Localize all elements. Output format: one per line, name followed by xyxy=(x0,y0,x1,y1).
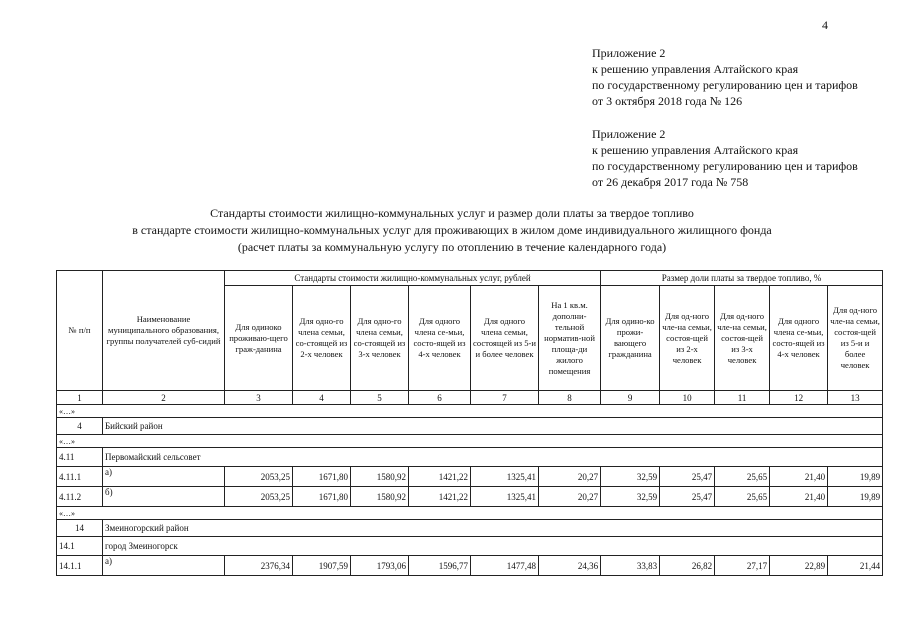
value-cell: 21,40 xyxy=(770,487,828,507)
col-number: 1 xyxy=(57,391,103,405)
ellipsis-mark: «…» xyxy=(57,435,883,448)
row-code: 4.11.1 xyxy=(57,467,103,487)
value-cell: 1580,92 xyxy=(351,487,409,507)
ellipsis-mark: «…» xyxy=(57,405,883,418)
value-cell: 27,17 xyxy=(715,556,770,576)
col-header-per-sqm: На 1 кв.м. дополни-тельной норматив-ной площа-ди жилого помещения xyxy=(539,286,601,391)
appendix-line: по государственному регулированию цен и тарифов xyxy=(592,78,858,92)
col-header-family-5: Для одного члена семьи, состоящей из 5-и и более человек xyxy=(471,286,539,391)
value-cell: 25,47 xyxy=(660,487,715,507)
col-number: 11 xyxy=(715,391,770,405)
col-number: 5 xyxy=(351,391,409,405)
value-cell: 25,47 xyxy=(660,467,715,487)
col-number: 10 xyxy=(660,391,715,405)
col-header-share-single: Для одино-ко прожи-вающего гражданина xyxy=(601,286,660,391)
appendix-line: к решению управления Алтайского края xyxy=(592,143,799,157)
value-cell: 24,36 xyxy=(539,556,601,576)
col-header-single: Для одиноко проживаю-щего граж-данина xyxy=(225,286,293,391)
col-header-family-3: Для одно-го члена семьи, со-стоящей из 3-х человек xyxy=(351,286,409,391)
value-cell: 1477,48 xyxy=(471,556,539,576)
col-header-family-4: Для одного члена се-мьи, состо-ящей из 4-х человек xyxy=(409,286,471,391)
value-cell: 1671,80 xyxy=(293,467,351,487)
row-label: б) xyxy=(103,487,225,507)
col-number: 4 xyxy=(293,391,351,405)
value-cell: 2053,25 xyxy=(225,467,293,487)
col-number: 3 xyxy=(225,391,293,405)
value-cell: 1596,77 xyxy=(409,556,471,576)
settlement-row xyxy=(57,537,883,556)
value-cell: 32,59 xyxy=(601,487,660,507)
title-line: (расчет платы за коммунальную услугу по отоплению в течение календарного года) xyxy=(237,240,667,254)
value-cell: 1421,22 xyxy=(409,487,471,507)
value-cell: 20,27 xyxy=(539,467,601,487)
appendix-line: от 3 октября 2018 года № 126 xyxy=(592,94,743,108)
settlement-row xyxy=(57,448,883,467)
col-header-family-2: Для одно-го члена семьи, со-стоящей из 2-х человек xyxy=(293,286,351,391)
title-line: в стандарте стоимости жилищно-коммунальных услуг для проживающих в жилом доме индивидуального жилищного фонда xyxy=(132,223,772,237)
col-header-name: Наименование муниципального образования, группы получателей суб-сидий xyxy=(103,271,225,391)
col-header-no: № п/п xyxy=(57,271,103,391)
col-header-share-2: Для од-ного чле-на семьи, состоя-щей из 2-х человек xyxy=(660,286,715,391)
value-cell: 1421,22 xyxy=(409,467,471,487)
col-number: 6 xyxy=(409,391,471,405)
table-row xyxy=(57,467,883,487)
value-cell: 19,89 xyxy=(828,467,883,487)
value-cell: 1793,06 xyxy=(351,556,409,576)
district-name: Змеиногорский район xyxy=(103,520,883,537)
column-numbers-row xyxy=(57,391,883,405)
appendix-line: от 26 декабря 2017 года № 758 xyxy=(592,175,749,189)
appendix-line: Приложение 2 xyxy=(592,127,666,141)
col-header-share-5: Для од-ного чле-на семьи, состоя-щей из 5-и и более человек xyxy=(828,286,883,391)
value-cell: 2376,34 xyxy=(225,556,293,576)
col-header-share-4: Для одного члена се-мьи, состо-ящей из 4-х человек xyxy=(770,286,828,391)
col-number: 12 xyxy=(770,391,828,405)
value-cell: 26,82 xyxy=(660,556,715,576)
col-header-share-3: Для од-ного чле-на семьи, состоя-щей из 3-х человек xyxy=(715,286,770,391)
value-cell: 1580,92 xyxy=(351,467,409,487)
row-label: а) xyxy=(103,556,225,576)
appendix-heading-current xyxy=(592,45,858,109)
value-cell: 1325,41 xyxy=(471,487,539,507)
value-cell: 21,40 xyxy=(770,467,828,487)
row-label: а) xyxy=(103,467,225,487)
value-cell: 25,65 xyxy=(715,467,770,487)
settlement-code: 4.11 xyxy=(57,448,103,467)
col-number: 13 xyxy=(828,391,883,405)
value-cell: 25,65 xyxy=(715,487,770,507)
appendix-heading-previous xyxy=(592,126,858,190)
value-cell: 32,59 xyxy=(601,467,660,487)
col-number: 2 xyxy=(103,391,225,405)
ellipsis-row xyxy=(57,507,883,520)
standards-table xyxy=(56,270,883,576)
table-row xyxy=(57,487,883,507)
title-line: Стандарты стоимости жилищно-коммунальных услуг и размер доли платы за твердое топливо xyxy=(210,206,694,220)
row-code: 4.11.2 xyxy=(57,487,103,507)
value-cell: 2053,25 xyxy=(225,487,293,507)
appendix-line: к решению управления Алтайского края xyxy=(592,62,799,76)
table-row xyxy=(57,556,883,576)
appendix-line: Приложение 2 xyxy=(592,46,666,60)
col-number: 9 xyxy=(601,391,660,405)
document-title xyxy=(0,205,904,256)
settlement-name: город Змеиногорск xyxy=(103,537,883,556)
district-code: 4 xyxy=(57,418,103,435)
group-header-standards: Стандарты стоимости жилищно-коммунальных услуг, рублей xyxy=(225,271,601,286)
group-header-share: Размер доли платы за твердое топливо, % xyxy=(601,271,883,286)
district-code: 14 xyxy=(57,520,103,537)
value-cell: 1325,41 xyxy=(471,467,539,487)
appendix-line: по государственному регулированию цен и тарифов xyxy=(592,159,858,173)
value-cell: 33,83 xyxy=(601,556,660,576)
district-row xyxy=(57,418,883,435)
col-number: 7 xyxy=(471,391,539,405)
value-cell: 1907,59 xyxy=(293,556,351,576)
district-name: Бийский район xyxy=(103,418,883,435)
ellipsis-mark: «…» xyxy=(57,507,883,520)
value-cell: 22,89 xyxy=(770,556,828,576)
district-row xyxy=(57,520,883,537)
col-number: 8 xyxy=(539,391,601,405)
value-cell: 19,89 xyxy=(828,487,883,507)
ellipsis-row xyxy=(57,435,883,448)
page-number: 4 xyxy=(822,18,828,32)
value-cell: 20,27 xyxy=(539,487,601,507)
header-group-row xyxy=(57,271,883,286)
value-cell: 1671,80 xyxy=(293,487,351,507)
row-code: 14.1.1 xyxy=(57,556,103,576)
settlement-code: 14.1 xyxy=(57,537,103,556)
settlement-name: Первомайский сельсовет xyxy=(103,448,883,467)
value-cell: 21,44 xyxy=(828,556,883,576)
ellipsis-row xyxy=(57,405,883,418)
